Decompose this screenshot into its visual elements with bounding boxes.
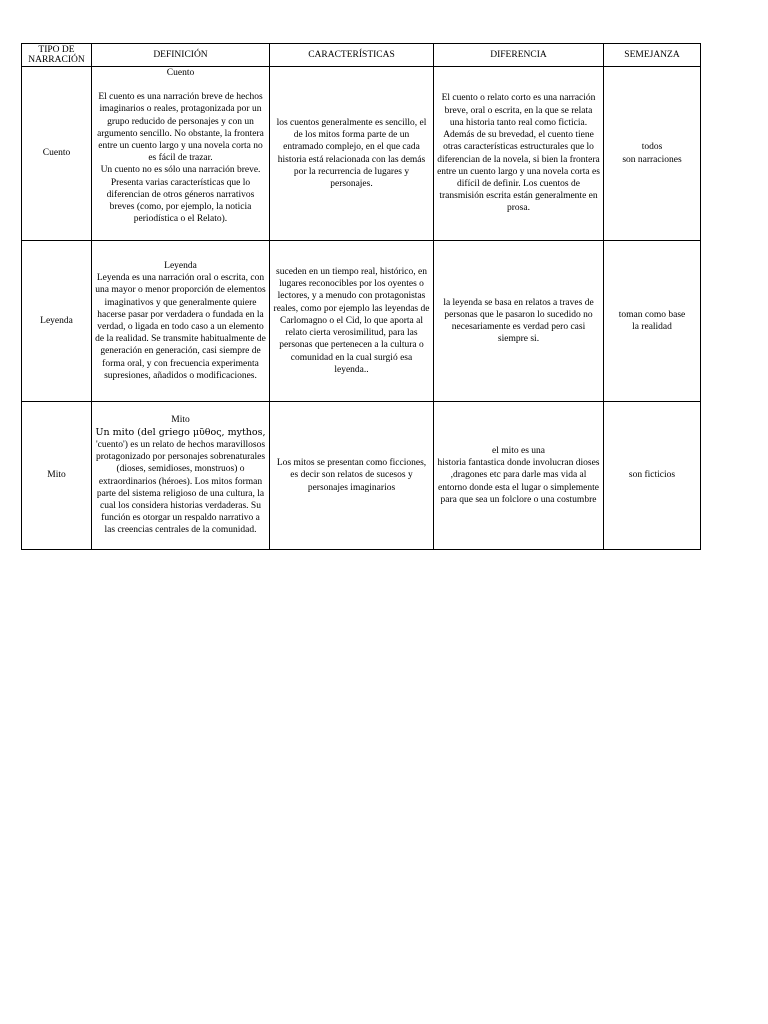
narration-comparison-table: [21, 43, 701, 550]
header-row: [22, 44, 701, 67]
cell-diferencia-mito: el mito es una historia fantastica donde involucran dioses ,dragones etc para darle mas vida al entorno donde esta el lugar o simplemente para que sea un folclore o una costumbre: [434, 402, 604, 550]
header-caracteristicas: CARACTERÍSTICAS: [270, 44, 434, 67]
definicion-spacer: [95, 79, 266, 91]
cell-semejanza-leyenda: toman como base la realidad: [604, 241, 701, 402]
table-row-cuento: [22, 67, 701, 241]
cell-diferencia-cuento: El cuento o relato corto es una narración breve, oral o escrita, en la que se relata una historia tanto real como ficticia. Además de su brevedad, el cuento tiene otras características estructurales que lo diferencian de la novela, si bien la frontera entre un cuento largo y una novela corta es difícil de definir. Los cuentos de transmisión escrita están generalmente en prosa.: [434, 67, 604, 241]
cell-diferencia-leyenda: la leyenda se basa en relatos a traves de personas que le pasaron lo sucedido no necesariamente es verdad pero casi siempre si.: [434, 241, 604, 402]
cell-caracteristicas-leyenda: suceden en un tiempo real, histórico, en lugares reconocibles por los oyentes o lectores, y a menudo con protagonistas reales, como por ejemplo las leyendas de Carlomagno o el Cid, lo que aporta al relato cierta verosimilitud, para las personas que pertenecen a la cultura o comunidad en la cual surgió esa leyenda..: [270, 241, 434, 402]
definicion-first-line-mito: Un mito (del griego μῦθος, mythos,: [95, 426, 266, 438]
table-row-leyenda: [22, 241, 701, 402]
cell-tipo-mito: Mito: [22, 402, 92, 550]
header-definicion: DEFINICIÓN: [92, 44, 270, 67]
cell-tipo-cuento: Cuento: [22, 67, 92, 241]
header-semejanza: SEMEJANZA: [604, 44, 701, 67]
cell-caracteristicas-mito: Los mitos se presentan como ficciones, es decir son relatos de sucesos y personajes imaginarios: [270, 402, 434, 550]
definicion-title-leyenda: Leyenda: [164, 260, 197, 271]
header-tipo: TIPO DE NARRACIÓN: [22, 44, 92, 67]
table-row-mito: [22, 402, 701, 550]
header-diferencia: DIFERENCIA: [434, 44, 604, 67]
cell-definicion-leyenda: [92, 241, 270, 402]
cell-semejanza-mito: son ficticios: [604, 402, 701, 550]
definicion-title-cuento: Cuento: [166, 68, 195, 78]
definicion-text-cuento: El cuento es una narración breve de hechos imaginarios o reales, protagonizada por un grupo reducido de personajes y con un argumento sencillo. No obstante, la frontera entre un cuento largo y una novela corta no es fácil de trazar. Un cuento no es sólo una narración breve. Presenta varias características que lo diferencian de otros géneros narrativos breves (como, por ejemplo, la noticia periodística o el Relato).: [97, 92, 264, 225]
cell-tipo-leyenda: Leyenda: [22, 241, 92, 402]
cell-semejanza-cuento: todos son narraciones: [604, 67, 701, 241]
cell-caracteristicas-cuento: los cuentos generalmente es sencillo, el de los mitos forma parte de un entramado complejo, en el que cada historia está relacionada con las demás por la recurrencia de lugares y personajes.: [270, 67, 434, 241]
definicion-text-leyenda: Leyenda es una narración oral o escrita, con una mayor o menor proporción de elementos imaginativos y que generalmente quiere hacerse pasar por verdadera o fundada en la verdad, o ligada en todo caso a un elemento de la realidad. Se transmite habitualmente de generación en generación, casi siempre de forma oral, y con frecuencia experimenta supresiones, añadidos o modificaciones.: [95, 273, 266, 381]
cell-definicion-cuento: [92, 67, 270, 241]
definicion-text-mito: 'cuento') es un relato de hechos maravillosos protagonizado por personajes sobrenaturales (dioses, semidioses, monstruos) o extraordinarios (héroes). Los mitos forman parte del sistema religioso de una cultura, la cual los considera historias verdaderas. Su función es otorgar un respaldo narrativo a las creencias centrales de la comunidad.: [95, 439, 266, 536]
definicion-title-mito: Mito: [171, 415, 190, 426]
cell-definicion-mito: [92, 402, 270, 550]
